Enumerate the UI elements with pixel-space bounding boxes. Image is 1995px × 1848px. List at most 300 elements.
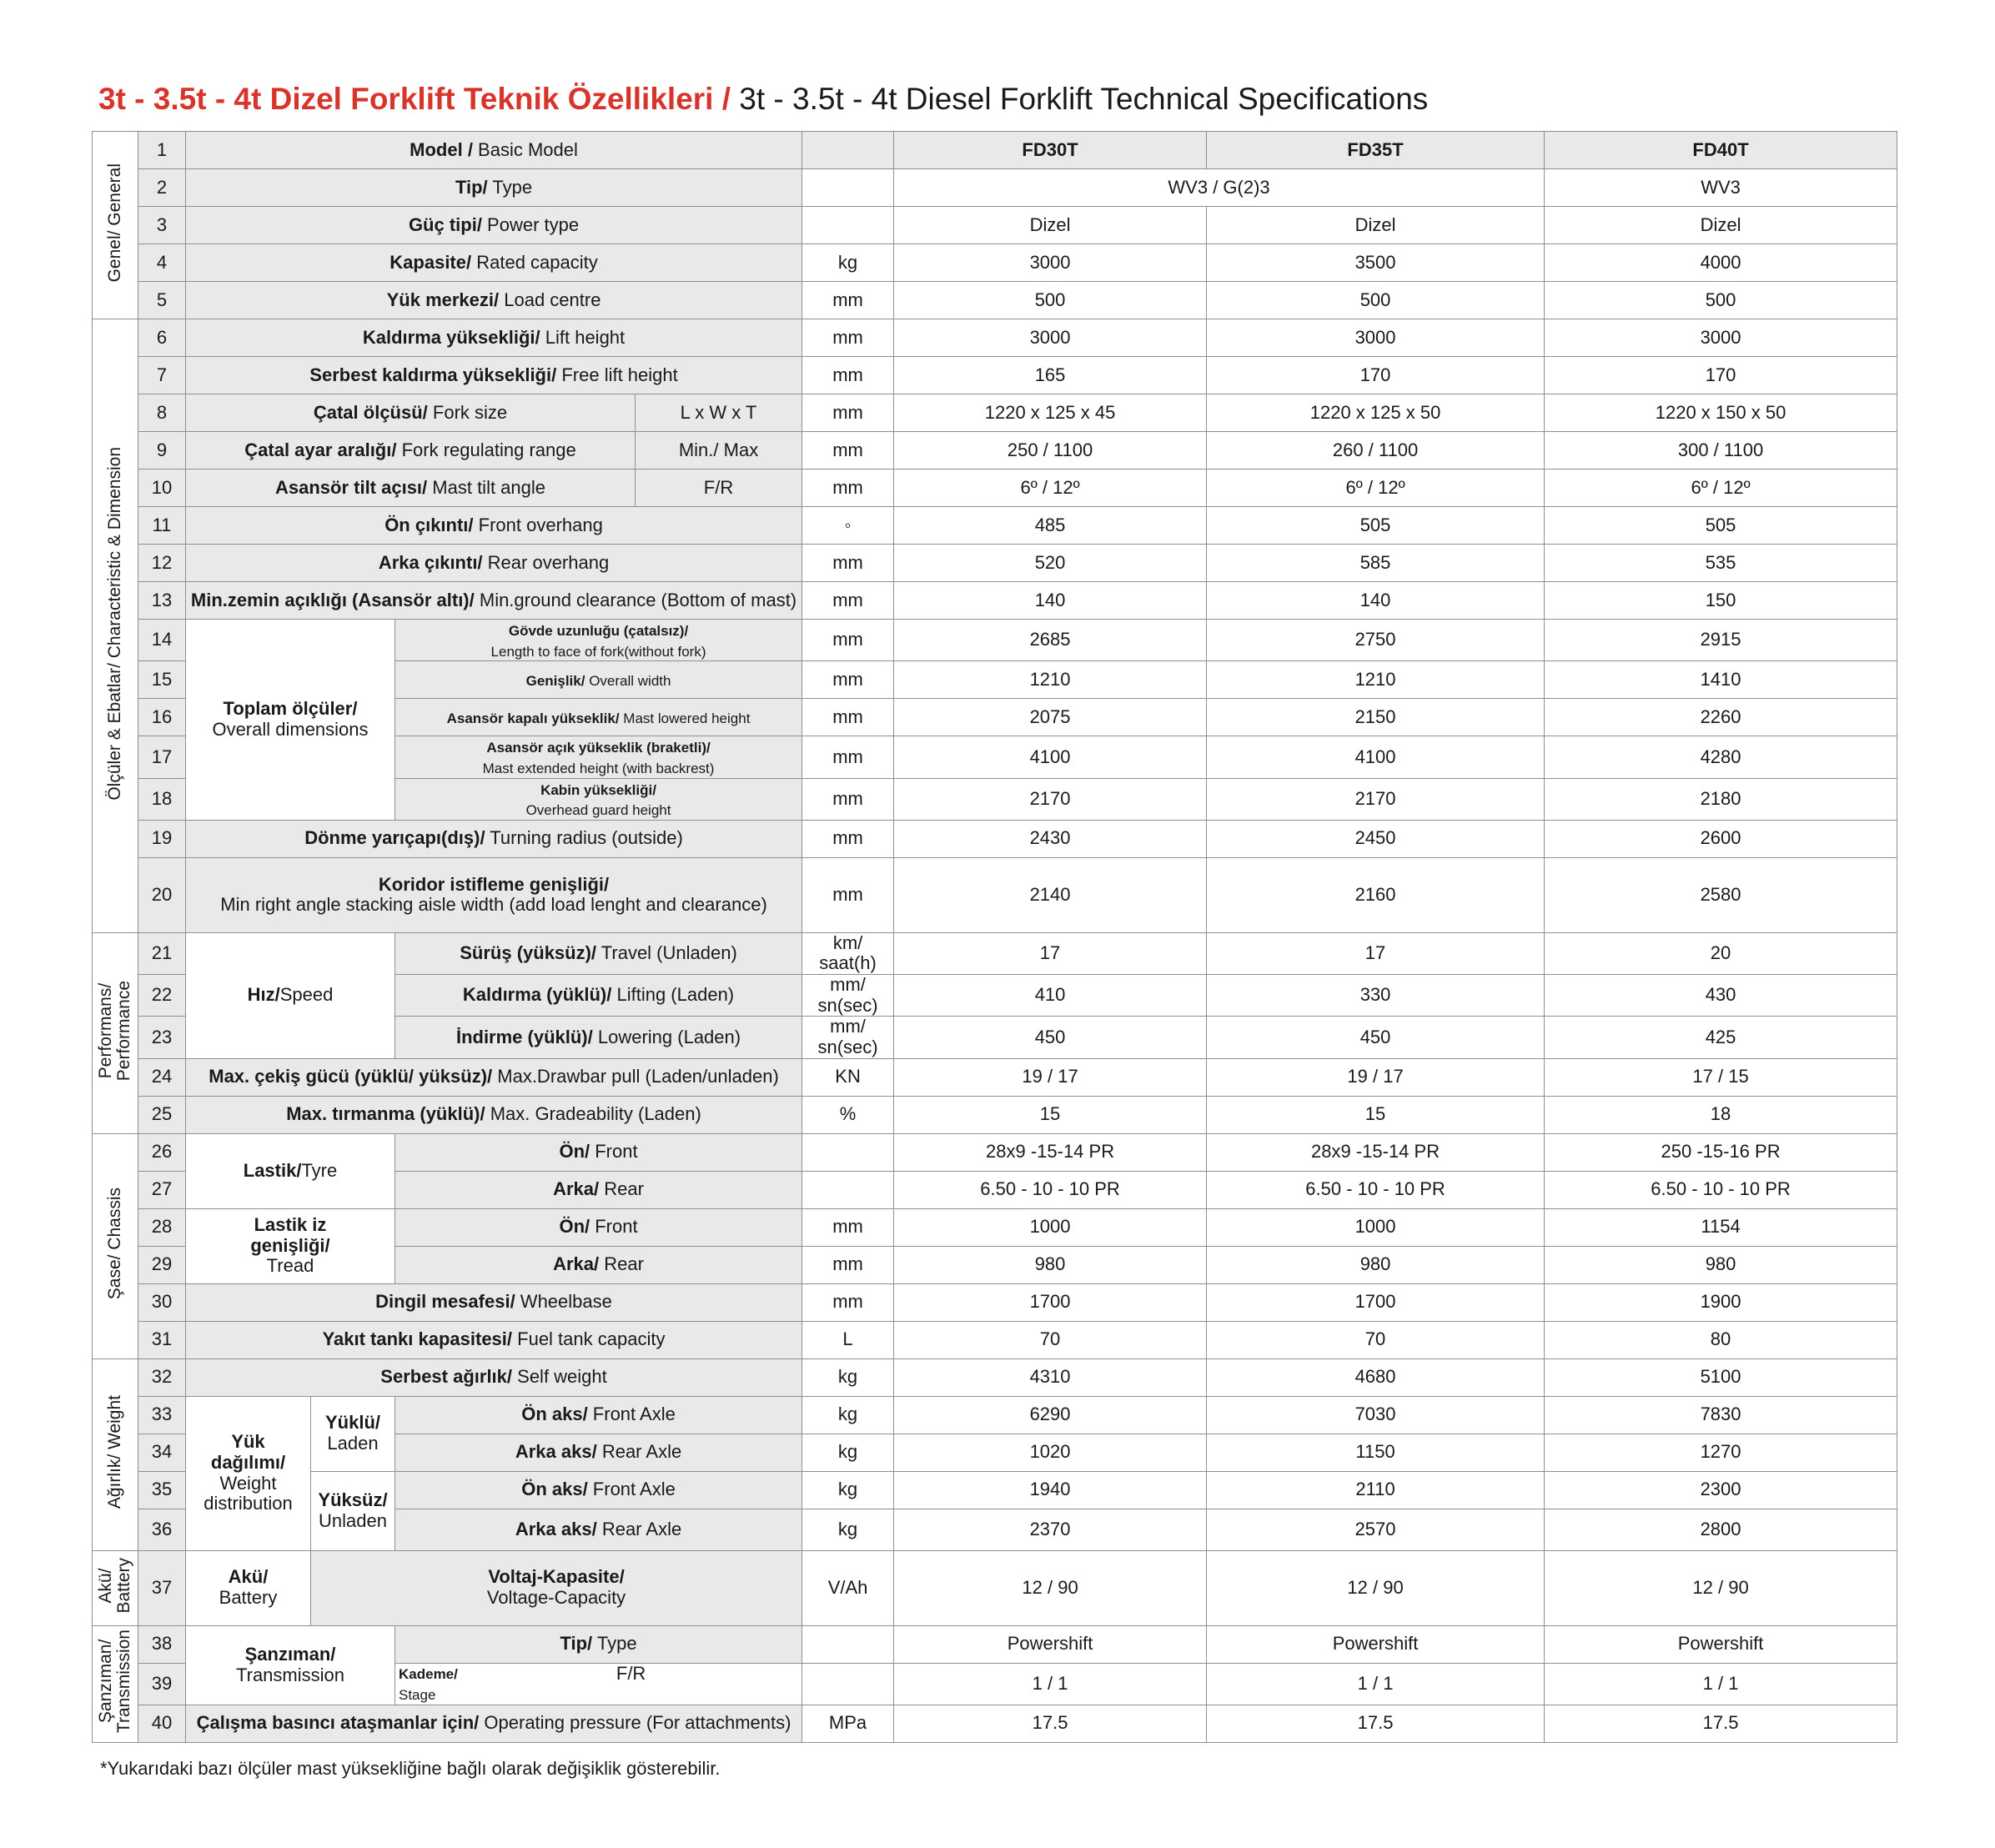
value-fd35t: 170: [1207, 357, 1545, 394]
table-row: [93, 507, 1897, 545]
value-fd35t: 70: [1207, 1321, 1545, 1358]
sub-label: L x W x T: [636, 394, 802, 432]
unit-cell: mm: [802, 545, 894, 582]
value-fd30t-fd35t: WV3 / G(2)3: [894, 169, 1545, 207]
group-label: [93, 132, 138, 319]
table-row: [93, 1208, 1897, 1246]
value-fd35t: Powershift: [1207, 1625, 1545, 1663]
row-label: [186, 545, 802, 582]
unit-cell: [802, 207, 894, 244]
value-fd40t: 2915: [1545, 620, 1897, 661]
title-turkish: 3t - 3.5t - 4t Dizel Forklift Teknik Özellikleri /: [98, 82, 731, 116]
label-tr: Tip/: [560, 1633, 593, 1655]
value-fd30t: 1700: [894, 1283, 1207, 1321]
label-tr: Serbest ağırlık/: [380, 1366, 513, 1388]
unit-line-2: saat(h): [819, 952, 877, 974]
unit-line-1: km/: [832, 932, 863, 953]
row-label: Koridor istifleme genişliği/ Min right angle stacking aisle width (add load lenght and clearance): [186, 857, 802, 932]
value-fd30t: Dizel: [894, 207, 1207, 244]
label-en: Self weight: [512, 1366, 607, 1388]
table-row: [93, 432, 1897, 470]
unit-cell: mm: [802, 319, 894, 357]
table-row: [93, 1396, 1897, 1434]
value-fd40t: 5100: [1545, 1358, 1897, 1396]
label-tr: Yakıt tankı kapasitesi/: [322, 1328, 513, 1350]
row-number: 35: [138, 1471, 186, 1509]
label-en: Rear overhang: [482, 551, 610, 573]
value-fd30t: 485: [894, 507, 1207, 545]
row-label: [395, 736, 802, 778]
row-number: 23: [138, 1017, 186, 1058]
label-tr: Gövde uzunluğu (çatalsız)/: [508, 623, 689, 639]
label-tr: Ön aks/: [521, 1479, 588, 1500]
row-number: 14: [138, 620, 186, 661]
value-fd35t: 450: [1207, 1017, 1545, 1058]
value-fd40t: 2800: [1545, 1509, 1897, 1550]
row-label: [186, 1096, 802, 1133]
row-label: [186, 1705, 802, 1742]
value-fd30t: 17.5: [894, 1705, 1207, 1742]
value-fd30t: 19 / 17: [894, 1058, 1207, 1096]
row-number: 34: [138, 1434, 186, 1471]
label-en: Rear Axle: [596, 1441, 682, 1463]
row-number: 36: [138, 1509, 186, 1550]
unit-cell: MPa: [802, 1705, 894, 1742]
model-header-fd30t: FD30T: [894, 132, 1207, 169]
unit-cell: kg: [802, 1396, 894, 1434]
value-fd30t: 2140: [894, 857, 1207, 932]
value-fd35t: 12 / 90: [1207, 1550, 1545, 1625]
unit-cell: KN: [802, 1058, 894, 1096]
value-fd40t: 1 / 1: [1545, 1663, 1897, 1705]
value-fd40t: 20: [1545, 932, 1897, 974]
laden-label: Yüklü/ Laden: [311, 1396, 395, 1471]
group-chassis: Şase/ Chassis: [104, 1188, 124, 1300]
unit-cell: kg: [802, 1358, 894, 1396]
label-en: Rated capacity: [471, 251, 598, 273]
label-tr: Model /: [410, 138, 473, 160]
value-fd30t: 6º / 12º: [894, 470, 1207, 507]
label-tr: Arka/: [553, 1253, 600, 1275]
value-fd35t: 585: [1207, 545, 1545, 582]
label-tr: Arka çıkıntı/: [378, 551, 483, 573]
table-row: [93, 582, 1897, 620]
row-label: [186, 244, 802, 282]
row-number: 4: [138, 244, 186, 282]
tyre-label: Lastik/Tyre: [186, 1133, 395, 1208]
value-fd30t: 250 / 1100: [894, 432, 1207, 470]
row-label: [186, 582, 802, 620]
table-row: [93, 1625, 1897, 1663]
row-number: 5: [138, 282, 186, 319]
value-fd40t: 18: [1545, 1096, 1897, 1133]
page-title: [98, 82, 1428, 117]
unit-cell: kg: [802, 1434, 894, 1471]
label-tr: Güç tipi/: [408, 213, 482, 235]
label-tr: Çatal ölçüsü/: [313, 401, 428, 423]
transmission-label: Şanzıman/ Transmission: [186, 1625, 395, 1705]
table-row: [93, 282, 1897, 319]
unit-cell: [802, 1625, 894, 1663]
label-tr: Kaldırma (yüklü)/: [462, 984, 612, 1006]
unit-cell: mm: [802, 582, 894, 620]
label-en: Max.Drawbar pull (Laden/unladen): [492, 1066, 779, 1087]
row-number: 12: [138, 545, 186, 582]
row-label: [186, 1358, 802, 1396]
label-tr: Çatal ayar aralığı/: [244, 439, 397, 460]
value-fd30t: 2430: [894, 820, 1207, 857]
unit-cell: kg: [802, 1509, 894, 1550]
label-en: Power type: [481, 213, 580, 235]
value-fd30t: 1940: [894, 1471, 1207, 1509]
unit-cell: mm: [802, 282, 894, 319]
row-number: 26: [138, 1133, 186, 1171]
label-en: Type: [592, 1633, 637, 1655]
label-en: Operating pressure (For attachments): [479, 1712, 791, 1734]
value-fd40t: Dizel: [1545, 207, 1897, 244]
spec-table: [92, 131, 1897, 1743]
value-fd40t: 1410: [1545, 661, 1897, 699]
value-fd30t: 3000: [894, 244, 1207, 282]
label-tr: Ön/: [559, 1216, 590, 1238]
row-number: 13: [138, 582, 186, 620]
unit-cell: L: [802, 1321, 894, 1358]
row-number: 37: [138, 1550, 186, 1625]
sub-label: F/R: [636, 470, 802, 507]
row-label: [395, 1171, 802, 1208]
row-label: [395, 1208, 802, 1246]
unit-line-1: mm/: [830, 1016, 866, 1037]
unit-cell: mm: [802, 820, 894, 857]
row-label: [395, 932, 802, 974]
table-row: [93, 357, 1897, 394]
table-row: [93, 244, 1897, 282]
value-fd35t: 1 / 1: [1207, 1663, 1545, 1705]
speed-label: Hız/Speed: [186, 932, 395, 1058]
value-fd35t: 2450: [1207, 820, 1545, 857]
value-fd40t: 300 / 1100: [1545, 432, 1897, 470]
unit-cell: mm: [802, 857, 894, 932]
label-tr: Kapasite/: [389, 251, 472, 273]
unit-line-1: mm/: [830, 974, 866, 995]
table-row: [93, 132, 1897, 169]
label-en: Front: [590, 1141, 638, 1163]
label-en: Basic Model: [472, 138, 578, 160]
value-fd40t: 170: [1545, 357, 1897, 394]
label-en: Load centre: [499, 289, 601, 310]
title-english: 3t - 3.5t - 4t Diesel Forklift Technical Specifications: [739, 82, 1429, 116]
value-fd30t: 140: [894, 582, 1207, 620]
table-row: [93, 857, 1897, 932]
table-row: [93, 1096, 1897, 1133]
row-label: [395, 620, 802, 661]
row-label: [395, 778, 802, 820]
label-en: Lowering (Laden): [592, 1026, 741, 1047]
value-fd40t: 4000: [1545, 244, 1897, 282]
row-label: [186, 1058, 802, 1096]
value-fd40t: 430: [1545, 975, 1897, 1017]
value-fd35t: 500: [1207, 282, 1545, 319]
value-fd40t: 17.5: [1545, 1705, 1897, 1742]
value-fd30t: 450: [894, 1017, 1207, 1058]
unit-cell: mm: [802, 1208, 894, 1246]
label-en: Mast tilt angle: [427, 476, 546, 498]
label-en: Front Axle: [587, 1404, 676, 1425]
row-label: [395, 975, 802, 1017]
table-row: [93, 545, 1897, 582]
value-fd35t: 2570: [1207, 1509, 1545, 1550]
value-fd35t: 980: [1207, 1246, 1545, 1283]
group-transmission: Şanzıman/ Transmission: [95, 1630, 133, 1734]
value-fd40t: 250 -15-16 PR: [1545, 1133, 1897, 1171]
table-row: [93, 820, 1897, 857]
row-number: 8: [138, 394, 186, 432]
label-tr: Arka aks/: [515, 1518, 597, 1539]
unit-cell: [802, 932, 894, 974]
group-label: [93, 319, 138, 933]
label-en: Rear: [599, 1253, 644, 1275]
label-en: Fork size: [427, 401, 508, 423]
row-number: 29: [138, 1246, 186, 1283]
value-fd30t: 4310: [894, 1358, 1207, 1396]
value-fd40t: 12 / 90: [1545, 1550, 1897, 1625]
row-number: 30: [138, 1283, 186, 1321]
row-number: 22: [138, 975, 186, 1017]
row-number: 16: [138, 699, 186, 736]
value-fd35t: 7030: [1207, 1396, 1545, 1434]
row-number: 32: [138, 1358, 186, 1396]
row-number: 1: [138, 132, 186, 169]
value-fd35t: 1220 x 125 x 50: [1207, 394, 1545, 432]
table-row: [93, 394, 1897, 432]
unit-cell: mm: [802, 432, 894, 470]
row-label: Genişlik/ Overall width: [395, 661, 802, 699]
value-fd35t: 6.50 - 10 - 10 PR: [1207, 1171, 1545, 1208]
tread-label: Lastik iz genişliği/ Tread: [186, 1208, 395, 1283]
value-fd30t: 2685: [894, 620, 1207, 661]
unit-cell: [802, 1133, 894, 1171]
label-en: Fork regulating range: [396, 439, 576, 460]
row-label: [186, 169, 802, 207]
value-fd30t: 15: [894, 1096, 1207, 1133]
row-number: 40: [138, 1705, 186, 1742]
unit-cell: V/Ah: [802, 1550, 894, 1625]
group-label: [93, 932, 138, 1133]
value-fd35t: Dizel: [1207, 207, 1545, 244]
value-fd40t: 505: [1545, 507, 1897, 545]
group-general: Genel/ General: [104, 163, 124, 283]
unit-cell: mm: [802, 470, 894, 507]
value-fd35t: 4680: [1207, 1358, 1545, 1396]
table-row: [93, 932, 1897, 974]
label-tr: Arka aks/: [515, 1441, 597, 1463]
model-header-fd35t: FD35T: [1207, 132, 1545, 169]
row-number: 39: [138, 1663, 186, 1705]
value-fd40t: 2600: [1545, 820, 1897, 857]
group-label: [93, 1550, 138, 1625]
label-en: Free lift height: [556, 364, 678, 385]
row-label: [186, 1283, 802, 1321]
table-row: [93, 1283, 1897, 1321]
row-number: 10: [138, 470, 186, 507]
value-fd30t: 12 / 90: [894, 1550, 1207, 1625]
label-tr: Serbest kaldırma yüksekliği/: [309, 364, 557, 385]
group-battery: Akü/ Battery: [95, 1557, 133, 1614]
value-fd30t: 1220 x 125 x 45: [894, 394, 1207, 432]
label-tr: Dingil mesafesi/: [375, 1291, 515, 1313]
value-fd35t: 505: [1207, 507, 1545, 545]
row-number: 6: [138, 319, 186, 357]
table-row: [93, 470, 1897, 507]
label-tr: Çalışma basıncı ataşmanlar için/: [196, 1712, 480, 1734]
label-tr: Arka/: [553, 1178, 600, 1200]
value-fd30t: 17: [894, 932, 1207, 974]
table-row: [93, 620, 1897, 661]
value-fd35t: 19 / 17: [1207, 1058, 1545, 1096]
value-fd35t: 2150: [1207, 699, 1545, 736]
row-number: 28: [138, 1208, 186, 1246]
row-label: Voltaj-Kapasite/ Voltage-Capacity: [311, 1550, 802, 1625]
table-row: [93, 1471, 1897, 1509]
value-fd40t: 6º / 12º: [1545, 470, 1897, 507]
label-tr: Min.zemin açıklığı (Asansör altı)/: [190, 589, 475, 610]
battery-label: Akü/ Battery: [186, 1550, 311, 1625]
unit-cell: [802, 169, 894, 207]
label-tr: Sürüş (yüksüz)/: [460, 942, 597, 964]
label-en: Fuel tank capacity: [512, 1328, 666, 1350]
table-row: [93, 1358, 1897, 1396]
row-label: [395, 1246, 802, 1283]
value-fd35t: 330: [1207, 975, 1545, 1017]
group-performance: Performans/ Performance: [95, 980, 133, 1081]
unit-cell: %: [802, 1096, 894, 1133]
value-fd40t: 4280: [1545, 736, 1897, 778]
group-label: [93, 1358, 138, 1550]
value-fd40t: 535: [1545, 545, 1897, 582]
value-fd30t: 1020: [894, 1434, 1207, 1471]
value-fd30t: 70: [894, 1321, 1207, 1358]
value-fd35t: 1700: [1207, 1283, 1545, 1321]
value-fd40t: 1270: [1545, 1434, 1897, 1471]
row-label: [186, 394, 636, 432]
row-label: [186, 319, 802, 357]
label-en: F/R: [616, 1663, 646, 1684]
label-en: Lift height: [540, 326, 626, 348]
unit-cell: kg: [802, 244, 894, 282]
value-fd30t: 6290: [894, 1396, 1207, 1434]
value-fd35t: 2170: [1207, 778, 1545, 820]
value-fd35t: 1000: [1207, 1208, 1545, 1246]
sub-label: Min./ Max: [636, 432, 802, 470]
row-label: [186, 357, 802, 394]
unit-cell: mm: [802, 620, 894, 661]
label-tr: Kabin yüksekliği/: [540, 781, 656, 798]
row-label: [186, 507, 802, 545]
row-number: 20: [138, 857, 186, 932]
row-label: [395, 1509, 802, 1550]
value-fd30t: 28x9 -15-14 PR: [894, 1133, 1207, 1171]
value-fd35t: 4100: [1207, 736, 1545, 778]
value-fd40t: Powershift: [1545, 1625, 1897, 1663]
value-fd30t: 6.50 - 10 - 10 PR: [894, 1171, 1207, 1208]
unit-cell: mm: [802, 394, 894, 432]
table-row: [93, 207, 1897, 244]
unladen-label: Yüksüz/ Unladen: [311, 1471, 395, 1550]
label-en: Rear: [599, 1178, 644, 1200]
unit-cell: mm: [802, 357, 894, 394]
label-tr: Ön/: [559, 1141, 590, 1163]
label-tr: Max. tırmanma (yüklü)/: [286, 1103, 485, 1125]
unit-cell: [802, 1171, 894, 1208]
value-fd40t: 80: [1545, 1321, 1897, 1358]
group-dimension: Ölçüler & Ebatlar/ Characteristic & Dimension: [104, 446, 124, 801]
row-number: 21: [138, 932, 186, 974]
row-label: [186, 432, 636, 470]
row-number: 7: [138, 357, 186, 394]
unit-cell: [802, 1663, 894, 1705]
label-en: Front: [590, 1216, 638, 1238]
value-fd40t: 1154: [1545, 1208, 1897, 1246]
label-en: Travel (Unladen): [596, 942, 737, 964]
value-fd40t: 425: [1545, 1017, 1897, 1058]
label-en: Wheelbase: [515, 1291, 612, 1313]
overall-dimensions-label: Toplam ölçüler/ Overall dimensions: [186, 620, 395, 821]
unit-cell: mm: [802, 1283, 894, 1321]
value-fd40t: 150: [1545, 582, 1897, 620]
value-fd40t: 3000: [1545, 319, 1897, 357]
table-row: [93, 1705, 1897, 1742]
unit-cell: mm: [802, 661, 894, 699]
value-fd35t: 15: [1207, 1096, 1545, 1133]
label-tr: Dönme yarıçapı(dış)/: [304, 827, 485, 849]
group-label: [93, 1625, 138, 1742]
value-fd35t: 260 / 1100: [1207, 432, 1545, 470]
row-label: [395, 1625, 802, 1663]
row-number: 3: [138, 207, 186, 244]
unit-cell: mm: [802, 736, 894, 778]
label-tr: Ön aks/: [521, 1404, 588, 1425]
value-fd35t: 3000: [1207, 319, 1545, 357]
label-en: Length to face of fork(without fork): [490, 643, 706, 660]
row-number: 19: [138, 820, 186, 857]
row-label: [395, 1133, 802, 1171]
value-fd30t: 2075: [894, 699, 1207, 736]
table-row: [93, 1321, 1897, 1358]
row-label: [186, 1321, 802, 1358]
row-number: 9: [138, 432, 186, 470]
row-number: 24: [138, 1058, 186, 1096]
value-fd30t: 2170: [894, 778, 1207, 820]
value-fd35t: 6º / 12º: [1207, 470, 1545, 507]
table-row: [93, 319, 1897, 357]
value-fd30t: 1 / 1: [894, 1663, 1207, 1705]
value-fd35t: 1210: [1207, 661, 1545, 699]
value-fd30t: 2370: [894, 1509, 1207, 1550]
value-fd35t: 3500: [1207, 244, 1545, 282]
label-en: Front Axle: [587, 1479, 676, 1500]
value-fd40t: 1900: [1545, 1283, 1897, 1321]
label-tr: Asansör tilt açısı/: [274, 476, 428, 498]
label-tr: Yük merkezi/: [386, 289, 500, 310]
label-tr: Kaldırma yüksekliği/: [362, 326, 540, 348]
value-fd40t: 17 / 15: [1545, 1058, 1897, 1096]
value-fd30t: 410: [894, 975, 1207, 1017]
row-label: [186, 282, 802, 319]
value-fd40t: 6.50 - 10 - 10 PR: [1545, 1171, 1897, 1208]
load-distribution-label: Yük dağılımı/ Weight distribution: [186, 1396, 311, 1550]
label-en: Front overhang: [473, 514, 603, 535]
row-number: 33: [138, 1396, 186, 1434]
